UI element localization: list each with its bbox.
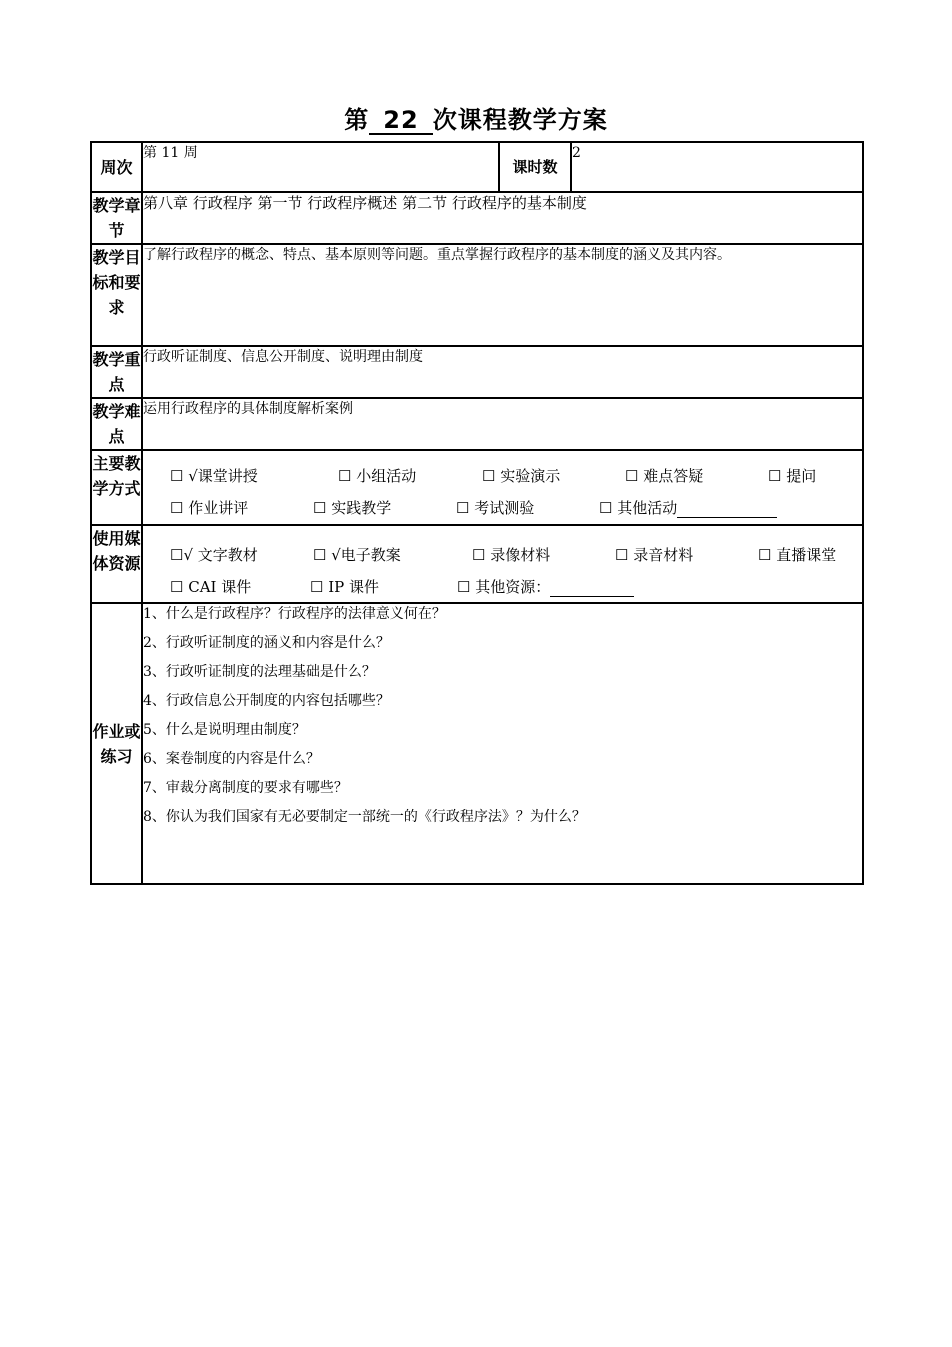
homework-item: 8、你认为我们国家有无必要制定一部统一的《行政程序法》？为什么？: [143, 809, 586, 825]
hours-label: 课时数: [499, 142, 571, 192]
media-option-other[interactable]: [457, 576, 634, 597]
difficulties-value: 运用行政程序的具体制度解析案例: [142, 398, 863, 450]
media-option-video[interactable]: ☐ 录像材料: [472, 545, 551, 564]
media-option-textbook[interactable]: ☐√ 文字教材: [170, 545, 258, 564]
homework-label: 作业或练习: [91, 603, 142, 884]
method-option-other[interactable]: [599, 497, 777, 518]
media-option-other-label: ☐ 其他资源：: [457, 577, 551, 596]
chapter-value: 第八章 行政程序 第一节 行政程序概述 第二节 行政程序的基本制度: [142, 192, 863, 244]
methods-label: 主要教学方式: [91, 450, 142, 525]
homework-item: 7、审裁分离制度的要求有哪些？: [143, 780, 348, 796]
method-option-qa[interactable]: ☐ 难点答疑: [625, 466, 704, 485]
method-option-question[interactable]: ☐ 提问: [768, 466, 817, 485]
media-option-audio[interactable]: ☐ 录音材料: [615, 545, 694, 564]
homework-item: 1、什么是行政程序？行政程序的法律意义何在？: [143, 606, 446, 622]
lesson-plan-table: [90, 141, 864, 885]
hours-value: 2: [571, 142, 863, 192]
difficulties-label: 教学难点: [91, 398, 142, 450]
method-option-other-label: ☐ 其他活动: [599, 498, 678, 517]
methods-options: [142, 450, 863, 525]
method-option-practice[interactable]: ☐ 实践教学: [313, 498, 392, 517]
methods-line-2: [170, 491, 862, 523]
homework-item: 2、行政听证制度的涵义和内容是什么？: [143, 635, 390, 651]
media-line-1: [170, 538, 862, 570]
objectives-value: 了解行政程序的概念、特点、基本原则等问题。重点掌握行政程序的基本制度的涵义及其内容。: [142, 244, 863, 346]
method-option-homework-review[interactable]: ☐ 作业讲评: [170, 498, 249, 517]
media-row: [91, 525, 863, 603]
other-activity-blank[interactable]: [677, 499, 777, 518]
media-option-live[interactable]: ☐ 直播课堂: [758, 545, 837, 564]
chapter-row: [91, 192, 863, 244]
difficulties-row: [91, 398, 863, 450]
method-option-experiment[interactable]: ☐ 实验演示: [482, 466, 561, 485]
methods-row: [91, 450, 863, 525]
key-points-label: 教学重点: [91, 346, 142, 398]
lesson-number: 22: [369, 107, 432, 135]
media-line-2: [170, 570, 862, 602]
media-option-e-lesson[interactable]: ☐ √电子教案: [313, 545, 401, 564]
homework-list: [142, 603, 863, 884]
objectives-label: 教学目标和要求: [91, 244, 142, 346]
method-option-lecture[interactable]: ☐ √课堂讲授: [170, 466, 258, 485]
page-title: [0, 100, 952, 135]
title-suffix: 次课程教学方案: [432, 106, 608, 134]
objectives-row: [91, 244, 863, 346]
media-option-cai[interactable]: ☐ CAI 课件: [170, 577, 252, 596]
chapter-label: 教学章节: [91, 192, 142, 244]
media-label: 使用媒体资源: [91, 525, 142, 603]
method-option-exam[interactable]: ☐ 考试测验: [456, 498, 535, 517]
method-option-group[interactable]: ☐ 小组活动: [338, 466, 417, 485]
homework-item: 5、什么是说明理由制度？: [143, 722, 306, 738]
media-option-ip[interactable]: ☐ IP 课件: [310, 577, 380, 596]
key-points-row: [91, 346, 863, 398]
methods-line-1: [170, 459, 862, 491]
homework-item: 6、案卷制度的内容是什么？: [143, 751, 320, 767]
homework-item: 4、行政信息公开制度的内容包括哪些？: [143, 693, 390, 709]
week-row: [91, 142, 863, 192]
media-options: [142, 525, 863, 603]
week-label: 周次: [91, 142, 142, 192]
key-points-value: 行政听证制度、信息公开制度、说明理由制度: [142, 346, 863, 398]
homework-row: [91, 603, 863, 884]
other-resource-blank[interactable]: [550, 578, 634, 597]
title-prefix: 第: [344, 106, 370, 134]
homework-item: 3、行政听证制度的法理基础是什么？: [143, 664, 376, 680]
week-value: 第 11 周: [142, 142, 499, 192]
